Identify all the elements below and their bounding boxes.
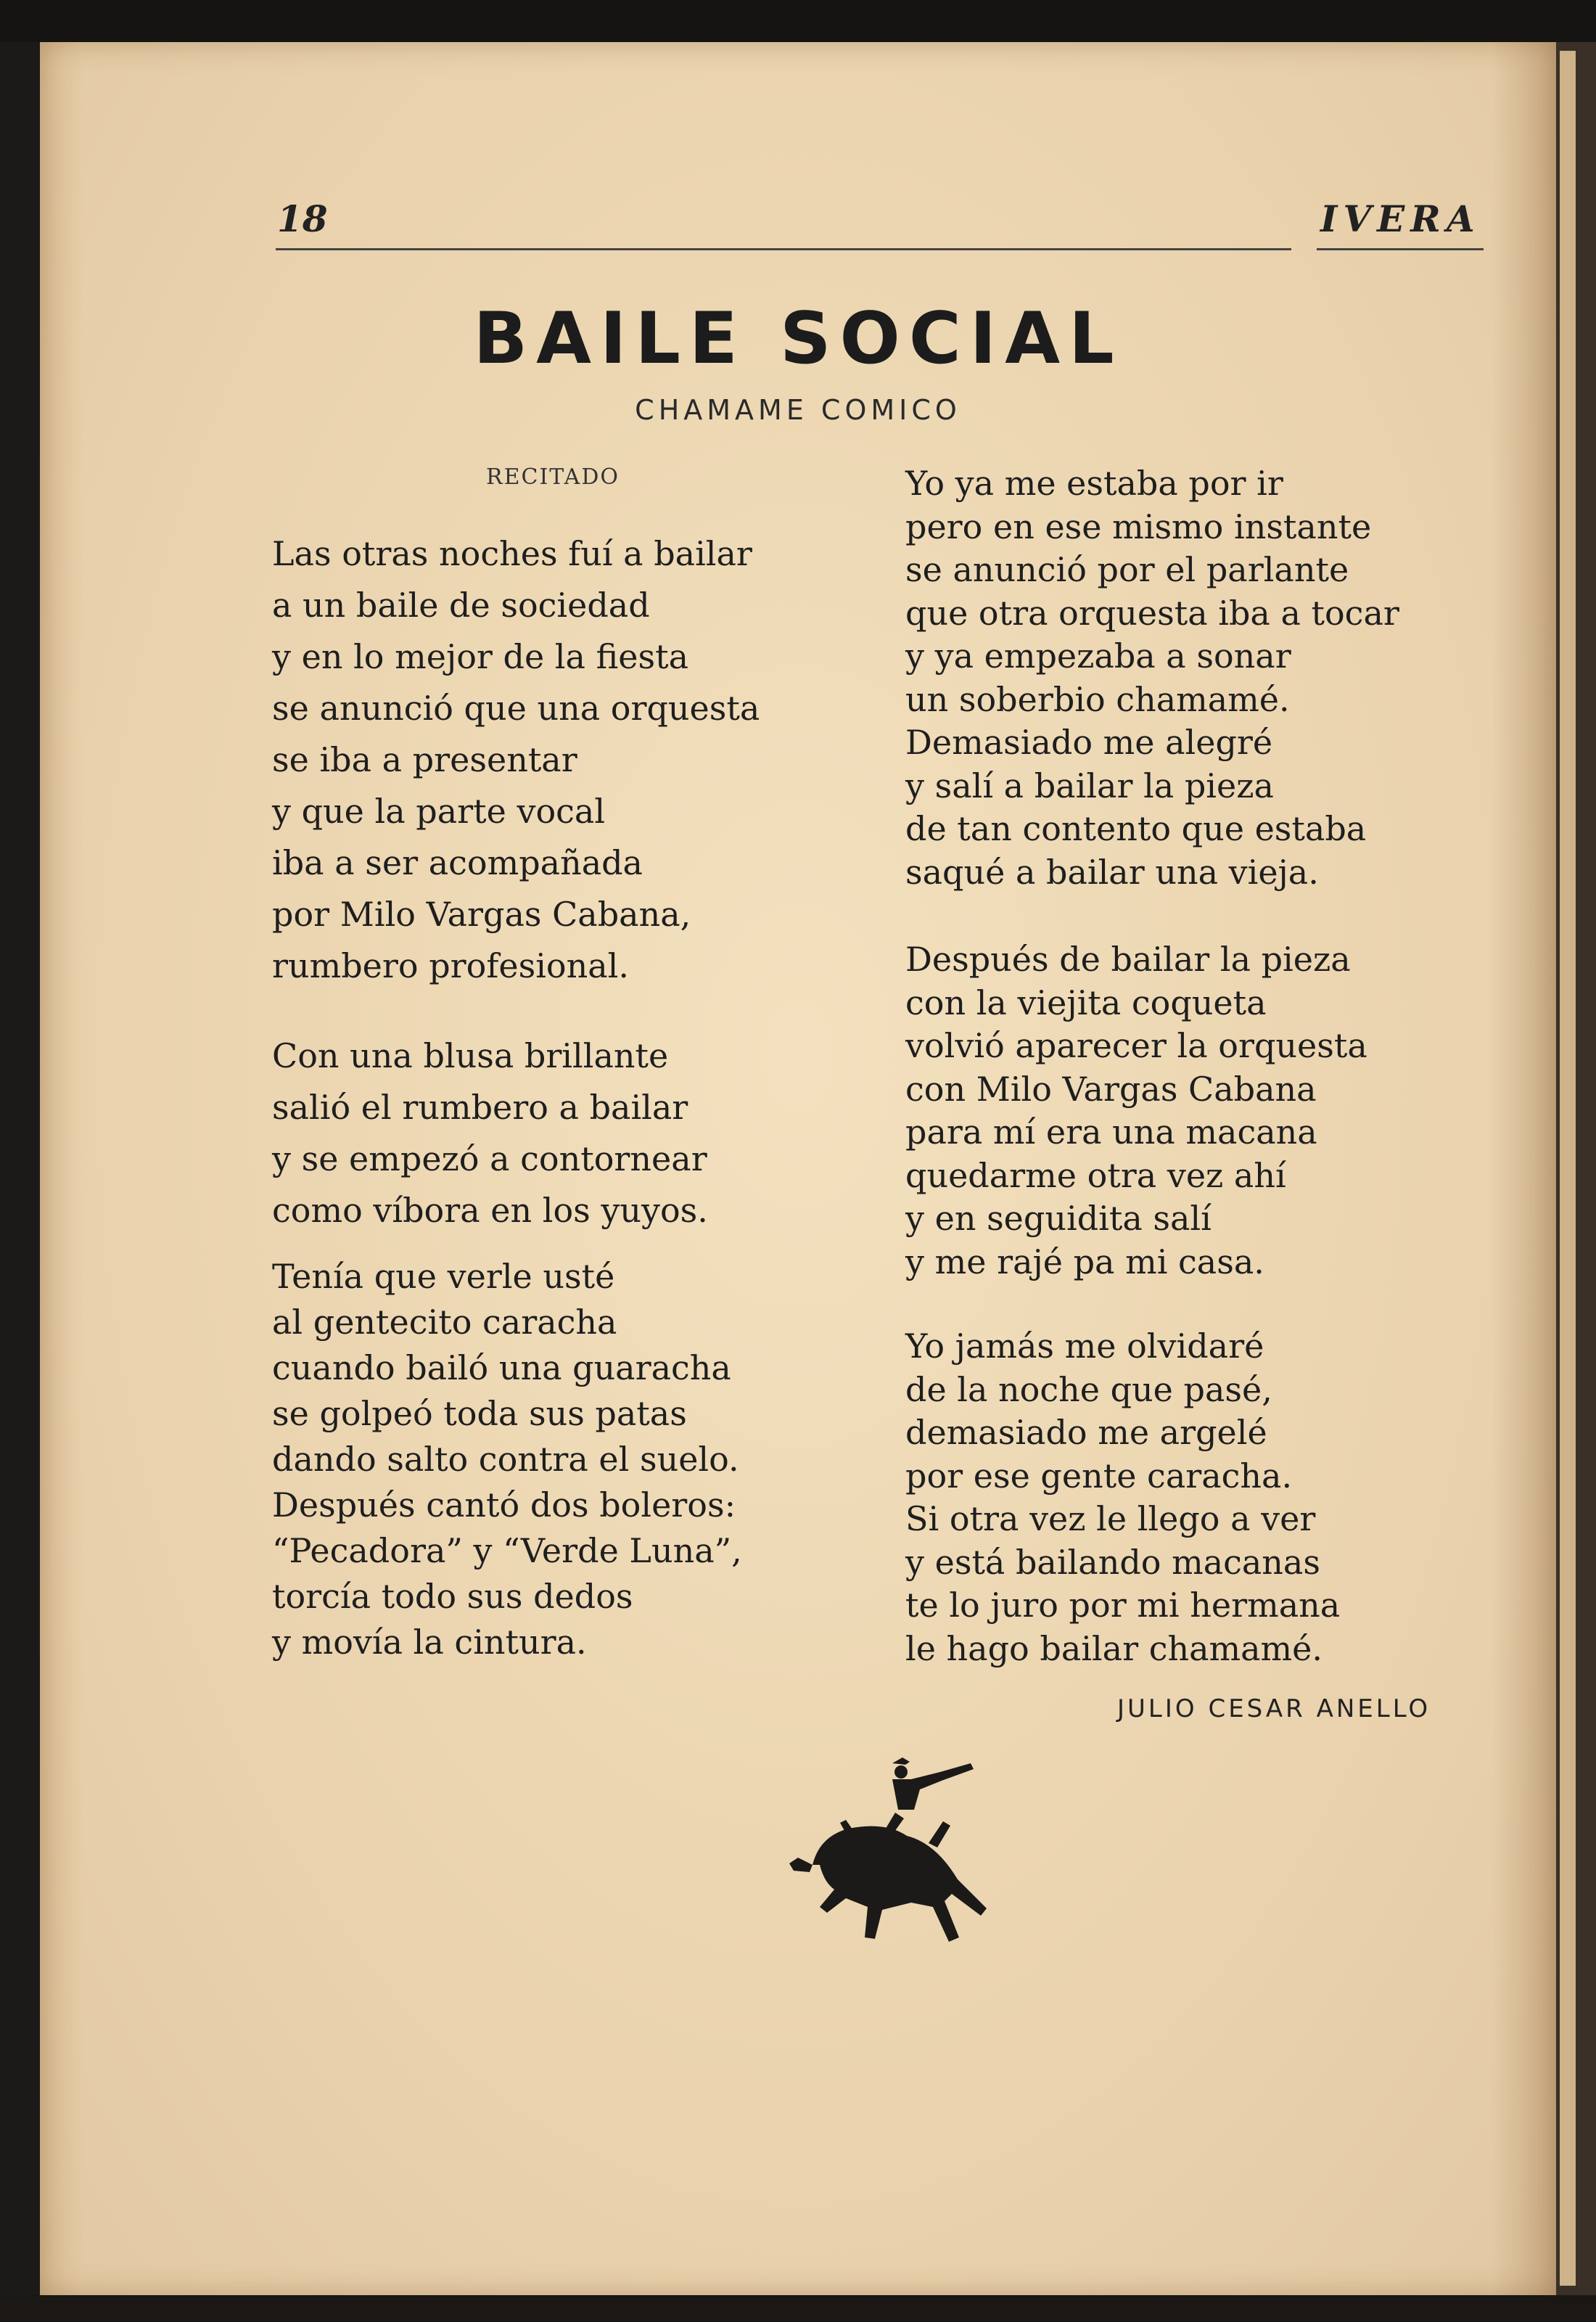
verse-line: Después de bailar la pieza — [905, 940, 1351, 979]
verse-line: y que la parte vocal — [272, 792, 606, 831]
verse-line: te lo juro por mi hermana — [905, 1585, 1341, 1625]
verse-line: y movía la cintura. — [272, 1622, 587, 1662]
verse-line: y en seguidita salí — [905, 1199, 1212, 1238]
left-stanza-1 — [272, 528, 760, 992]
verse-line: Con una blusa brillante — [272, 1036, 669, 1075]
verse-line: “Pecadora” y “Verde Luna”, — [272, 1531, 742, 1570]
left-stanza-3 — [272, 1254, 742, 1665]
verse-line: al gentecito caracha — [272, 1302, 617, 1342]
verse-line: Si otra vez le llego a ver — [905, 1499, 1316, 1538]
verse-line: un soberbio chamamé. — [905, 679, 1290, 719]
poem-title: BAILE SOCIAL — [473, 298, 1123, 380]
verse-line: y salí a bailar la pieza — [905, 766, 1274, 805]
verse-line: con Milo Vargas Cabana — [905, 1069, 1317, 1109]
bucking-horse-icon — [783, 1749, 1016, 1966]
verse-line: Yo jamás me olvidaré — [905, 1326, 1264, 1366]
author-signature: JULIO CESAR ANELLO — [1117, 1694, 1431, 1723]
verse-line: de la noche que pasé, — [905, 1369, 1272, 1409]
verse-line: para mí era una macana — [905, 1112, 1317, 1152]
header-rule — [276, 248, 1291, 250]
verse-line: iba a ser acompañada — [272, 843, 643, 882]
verse-line: Tenía que verle usté — [272, 1257, 615, 1296]
verse-line: a un baile de sociedad — [272, 586, 650, 625]
verse-line: Las otras noches fuí a bailar — [272, 534, 752, 573]
right-stanza-2 — [905, 938, 1367, 1284]
poem-subtitle: CHAMAME COMICO — [635, 394, 961, 426]
verse-line: se golpeó toda sus patas — [272, 1394, 687, 1433]
verse-line: que otra orquesta iba a tocar — [905, 593, 1399, 633]
scan-border-top — [0, 0, 1596, 42]
header-rule-right — [1317, 248, 1484, 250]
verse-line: salió el rumbero a bailar — [272, 1088, 688, 1127]
magazine-name: IVERA — [1320, 197, 1481, 240]
left-stanza-2 — [272, 1030, 708, 1236]
verse-line: y se empezó a contornear — [272, 1139, 707, 1178]
verse-line: por Milo Vargas Cabana, — [272, 895, 691, 934]
verse-line: y en lo mejor de la fiesta — [272, 637, 688, 676]
verse-line: quedarme otra vez ahí — [905, 1155, 1286, 1195]
verse-line: volvió aparecer la orquesta — [905, 1026, 1367, 1065]
verse-line: se anunció por el parlante — [905, 550, 1349, 589]
page-number: 18 — [277, 197, 328, 240]
verse-line: como víbora en los yuyos. — [272, 1191, 708, 1230]
verse-line: y está bailando macanas — [905, 1542, 1320, 1582]
right-stanza-1 — [905, 462, 1399, 894]
verse-line: torcía todo sus dedos — [272, 1577, 633, 1616]
verse-line: se anunció que una orquesta — [272, 689, 760, 728]
verse-line: le hago bailar chamamé. — [905, 1628, 1323, 1668]
verse-line: Demasiado me alegré — [905, 723, 1273, 762]
verse-line: demasiado me argelé — [905, 1413, 1267, 1452]
verse-line: y me rajé pa mi casa. — [905, 1242, 1264, 1281]
verse-line: Después cantó dos boleros: — [272, 1485, 736, 1525]
verse-line: saqué a bailar una vieja. — [905, 852, 1319, 892]
verse-line: por ese gente caracha. — [905, 1456, 1293, 1496]
verse-line: Yo ya me estaba por ir — [905, 464, 1283, 503]
right-stanza-3 — [905, 1325, 1340, 1670]
next-page-edge — [1560, 51, 1576, 2286]
scan-border-bottom — [0, 2295, 1596, 2322]
verse-line: dando salto contra el suelo. — [272, 1440, 739, 1479]
verse-line: con la viejita coqueta — [905, 982, 1267, 1022]
verse-line: se iba a presentar — [272, 740, 577, 779]
verse-line: de tan contento que estaba — [905, 809, 1367, 848]
verse-line: y ya empezaba a sonar — [905, 636, 1291, 676]
section-label: RECITADO — [486, 464, 620, 490]
verse-line: rumbero profesional. — [272, 946, 629, 985]
verse-line: cuando bailó una guaracha — [272, 1348, 731, 1387]
verse-line: pero en ese mismo instante — [905, 506, 1372, 546]
